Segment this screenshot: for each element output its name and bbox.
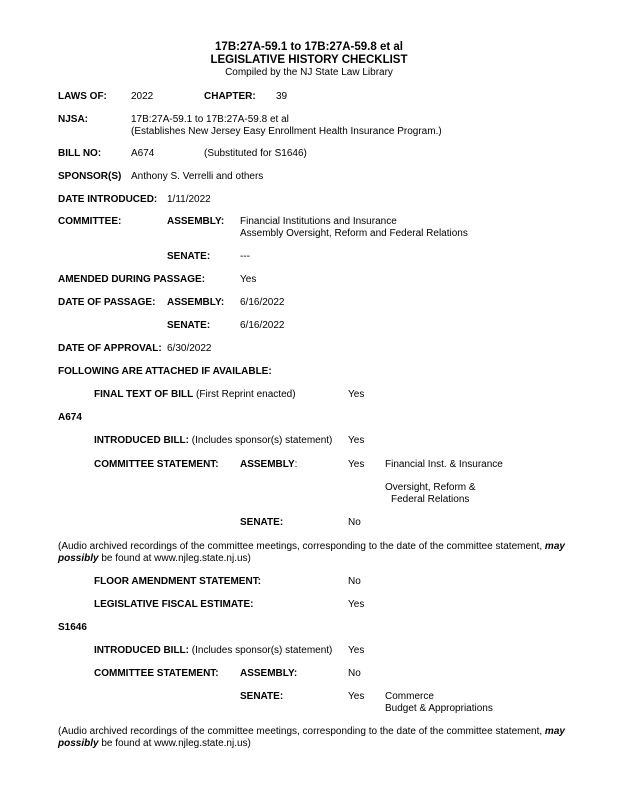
amended-label: AMENDED DURING PASSAGE: bbox=[58, 274, 206, 285]
a674-assembly-label-bold: ASSEMBLY bbox=[240, 459, 295, 470]
passage-senate-value: 6/16/2022 bbox=[240, 320, 285, 331]
s1646-senate-committee1: Commerce bbox=[385, 691, 434, 702]
a674-assembly-committee1: Financial Inst. & Insurance bbox=[385, 459, 503, 470]
a674-assembly-value: Yes bbox=[348, 459, 365, 470]
date-of-passage-label: DATE OF PASSAGE: bbox=[58, 297, 156, 308]
a674-senate-label: SENATE: bbox=[240, 517, 284, 528]
committee-label: COMMITTEE: bbox=[58, 216, 122, 227]
passage-assembly-value: 6/16/2022 bbox=[240, 297, 285, 308]
s1646-assembly-label: ASSEMBLY: bbox=[240, 668, 298, 679]
date-introduced-value: 1/11/2022 bbox=[167, 194, 211, 205]
date-introduced-label: DATE INTRODUCED: bbox=[58, 194, 158, 205]
final-text-value: Yes bbox=[348, 389, 365, 400]
bill-no-label: BILL NO: bbox=[58, 148, 102, 159]
laws-of-label: LAWS OF: bbox=[58, 91, 107, 102]
compiled-by: Compiled by the NJ State Law Library bbox=[225, 67, 393, 78]
a674-audio-note-tail: be found at www.njleg.state.nj.us) bbox=[98, 553, 251, 564]
s1646-audio-note-emphasis: may possibly bbox=[58, 726, 565, 749]
final-text-note: (First Reprint enacted) bbox=[193, 389, 296, 400]
committee-assembly-line2: Assembly Oversight, Reform and Federal Relations bbox=[240, 228, 468, 239]
a674-introduced-label-bold: INTRODUCED BILL: bbox=[94, 435, 189, 446]
chapter-value: 39 bbox=[276, 91, 288, 102]
a674-introduced-label bbox=[94, 435, 332, 447]
a674-introduced-note: (Includes sponsor(s) statement) bbox=[189, 435, 333, 446]
s1646-introduced-label-bold: INTRODUCED BILL: bbox=[94, 645, 189, 656]
floor-amendment-value: No bbox=[348, 576, 361, 587]
date-of-approval-label: DATE OF APPROVAL: bbox=[58, 343, 162, 354]
njsa-label: NJSA: bbox=[58, 114, 89, 125]
a674-audio-note-emphasis: may possibly bbox=[58, 541, 565, 564]
a674-heading: A674 bbox=[58, 412, 82, 423]
a674-committee-statement-label: COMMITTEE STATEMENT: bbox=[94, 459, 219, 470]
fiscal-estimate-value: Yes bbox=[348, 599, 365, 610]
s1646-audio-note-tail: be found at www.njleg.state.nj.us) bbox=[98, 738, 251, 749]
committee-assembly-line1: Financial Institutions and Insurance bbox=[240, 216, 397, 227]
following-heading: FOLLOWING ARE ATTACHED IF AVAILABLE: bbox=[58, 366, 272, 377]
a674-audio-note-text: (Audio archived recordings of the committee meetings, corresponding to the date of the committee statement, bbox=[58, 541, 545, 552]
committee-senate-value: --- bbox=[240, 251, 250, 262]
final-text-label-bold: FINAL TEXT OF BILL bbox=[94, 389, 194, 400]
s1646-senate-committee2: Budget & Appropriations bbox=[385, 703, 493, 714]
laws-of-value: 2022 bbox=[131, 91, 154, 102]
passage-senate-label: SENATE: bbox=[167, 320, 211, 331]
a674-assembly-colon: : bbox=[294, 459, 298, 470]
s1646-introduced-label bbox=[94, 645, 332, 657]
a674-introduced-value: Yes bbox=[348, 435, 365, 446]
a674-assembly-label bbox=[240, 459, 297, 471]
date-of-approval-value: 6/30/2022 bbox=[167, 343, 212, 354]
s1646-assembly-value: No bbox=[348, 668, 361, 679]
bill-no-value: A674 bbox=[131, 148, 155, 159]
checklist-title: LEGISLATIVE HISTORY CHECKLIST bbox=[210, 54, 408, 66]
a674-senate-value: No bbox=[348, 517, 361, 528]
final-text-label bbox=[94, 389, 296, 401]
a674-assembly-committee2-line1: Oversight, Reform & bbox=[385, 482, 476, 493]
fiscal-estimate-label: LEGISLATIVE FISCAL ESTIMATE: bbox=[94, 599, 254, 610]
s1646-committee-statement-label: COMMITTEE STATEMENT: bbox=[94, 668, 219, 679]
s1646-introduced-value: Yes bbox=[348, 645, 365, 656]
amended-value: Yes bbox=[240, 274, 257, 285]
sponsor-value: Anthony S. Verrelli and others bbox=[131, 171, 264, 182]
passage-assembly-label: ASSEMBLY: bbox=[167, 297, 225, 308]
s1646-audio-note bbox=[58, 726, 603, 750]
s1646-heading: S1646 bbox=[58, 622, 87, 633]
njsa-value: 17B:27A-59.1 to 17B:27A-59.8 et al bbox=[131, 114, 289, 125]
s1646-senate-label: SENATE: bbox=[240, 691, 284, 702]
s1646-introduced-note: (Includes sponsor(s) statement) bbox=[189, 645, 333, 656]
substituted-note: (Substituted for S1646) bbox=[204, 148, 307, 159]
njsa-description: (Establishes New Jersey Easy Enrollment Health Insurance Program.) bbox=[131, 126, 442, 137]
s1646-audio-note-text: (Audio archived recordings of the committee meetings, corresponding to the date of the committee statement, bbox=[58, 726, 545, 737]
floor-amendment-label: FLOOR AMENDMENT STATEMENT: bbox=[94, 576, 262, 587]
s1646-senate-value: Yes bbox=[348, 691, 365, 702]
document-title: 17B:27A-59.1 to 17B:27A-59.8 et al bbox=[215, 41, 403, 53]
chapter-label: CHAPTER: bbox=[204, 91, 256, 102]
committee-senate-label: SENATE: bbox=[167, 251, 211, 262]
committee-assembly-label: ASSEMBLY: bbox=[167, 216, 225, 227]
sponsor-label: SPONSOR(S) bbox=[58, 171, 122, 182]
a674-audio-note bbox=[58, 541, 603, 565]
a674-assembly-committee2-line2: Federal Relations bbox=[391, 494, 470, 505]
